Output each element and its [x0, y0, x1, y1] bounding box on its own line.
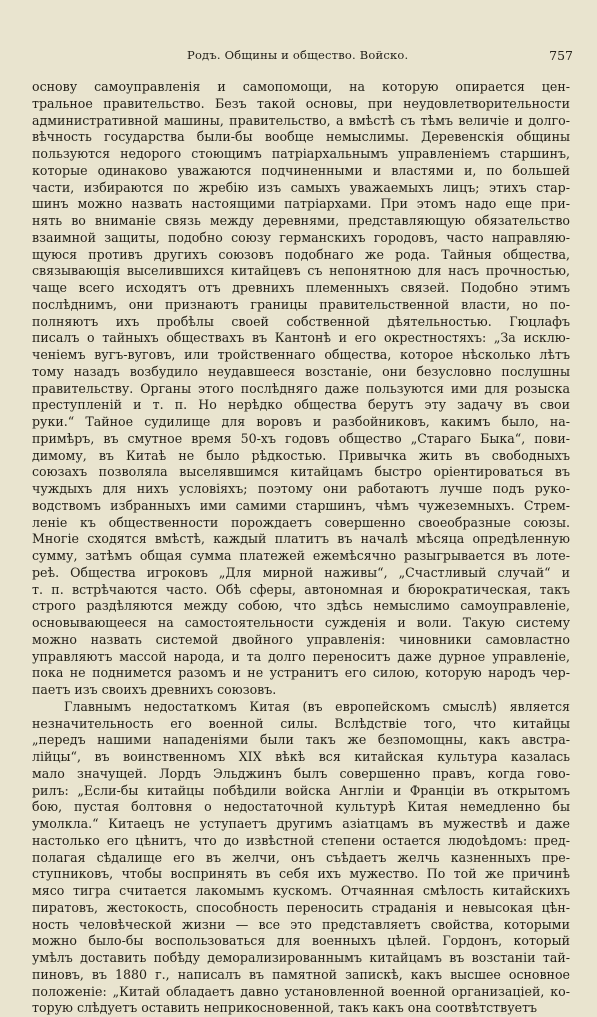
text-line: реѣ. Общества игроковъ „Для мирной наживы“, „Счастливый случай“ и: [32, 564, 570, 580]
text-line: вѣчность государства были-бы вообще немыслимы. Деревенскія общины: [32, 129, 570, 145]
text-line: бою, пустая болтовня о недостаточной культурѣ Китая немедленно бы: [32, 799, 570, 815]
text-line: преступленій и т. п. Но нерѣдко общества берутъ эту задачу въ свои: [32, 397, 570, 413]
running-head: [0, 48, 597, 66]
text-line: примѣръ, въ смутное время 50-хъ годовъ общество „Стараго Быка“, пови-: [32, 430, 570, 446]
text-line: которые одинаково уважаются подчиненными и властями и, по большей: [32, 162, 570, 178]
text-line: Многіе сходятся вмѣстѣ, каждый платитъ въ началѣ мѣсяца опредѣленную: [32, 531, 570, 547]
text-line: тральное правительство. Безъ такой основы, при неудовлетворительности: [32, 95, 570, 111]
page-number: 757: [549, 48, 573, 63]
text-line: Главнымъ недостаткомъ Китая (въ европейскомъ смыслѣ) является: [64, 698, 570, 714]
text-line: пиратовъ, жестокость, способность переносить страданія и невысокая цѣн-: [32, 899, 570, 915]
text-line: связывающія выселившихся китайцевъ съ непонятною для насъ прочностью,: [32, 263, 570, 279]
paragraph: [32, 79, 570, 699]
text-line: руки.“ Тайное судилище для воровъ и разбойниковъ, какимъ было, на-: [32, 414, 570, 429]
text-line: леніе къ общественности порождаетъ совершенно своеобразные союзы.: [32, 514, 570, 530]
text-line: умолкла.“ Китаецъ не уступаетъ другимъ азіатцамъ въ мужествѣ и даже: [32, 816, 570, 831]
text-line: основу самоуправленія и самопомощи, на которую опирается цен-: [32, 79, 570, 94]
text-line: водствомъ избранныхъ ими самими старшинъ, чѣмъ чужеземныхъ. Стрем-: [32, 497, 570, 513]
text-line: послѣднимъ, они признаютъ границы правительственной власти, но по-: [32, 296, 570, 312]
running-title: Родъ. Общины и общество. Войско.: [187, 48, 409, 62]
text-line: нять во вниманіе связь между деревнями, представляющую обязательство: [32, 213, 570, 228]
text-line: административной машины, правительство, а вмѣстѣ съ тѣмъ величіе и долго-: [32, 112, 570, 128]
text-line: ченіемъ вугъ-вуговъ, или тройственнаго общества, которое нѣсколько лѣтъ: [32, 347, 570, 362]
text-line: основывающееся на самостоятельности сужденія и воли. Такую систему: [32, 615, 570, 630]
text-line: паетъ изъ своихъ древнихъ союзовъ.: [32, 682, 277, 697]
text-line: рилъ: „Если-бы китайцы побѣдили войска Англіи и Франціи въ открытомъ: [32, 782, 570, 798]
text-line: щуюся противъ другихъ союзовъ подобнаго же рода. Тайныя общества,: [32, 246, 570, 262]
text-line: строго раздѣляются между собою, что здѣсь немыслимо самоуправленіе,: [32, 598, 570, 614]
text-line: пиновъ, въ 1880 г., написалъ въ памятной запискѣ, какъ высшее основное: [32, 966, 570, 982]
text-line: правительству. Органы этого послѣдняго даже пользуются ими для розыска: [32, 380, 570, 396]
text-line: чаще всего исходятъ отъ древнихъ племенныхъ связей. Подобно этимъ: [32, 280, 570, 295]
text-line: части, избираются по жребію изъ самыхъ уважаемыхъ лицъ; этихъ стар-: [32, 179, 570, 195]
text-line: мясо тигра считается лакомымъ кускомъ. Отчаянная смѣлость китайскихъ: [32, 883, 570, 898]
text-line: сумму, затѣмъ общая сумма платежей ежемѣсячно разыгрывается въ лоте-: [32, 548, 570, 563]
text-line: торую слѣдуетъ оставить неприкосновенной, такъ какъ она соотвѣтствуетъ: [32, 1000, 538, 1016]
text-line: настолько его цѣнитъ, что до извѣстной степени остается людоѣдомъ: пред-: [32, 832, 570, 848]
text-line: ступниковъ, чтобы воспринять въ себя ихъ мужество. По той же причинѣ: [32, 866, 570, 882]
text-line: „передъ нашими нападеніями были такъ же безпомощны, какъ австра-: [32, 732, 570, 748]
text-line: союзахъ позволяла выселявшимся китайцамъ быстро оріентироваться въ: [32, 464, 570, 480]
text-body: [32, 79, 570, 1017]
text-line: шинъ можно назвать настоящими патріархами. При этомъ надо еще при-: [32, 196, 570, 212]
text-line: умѣлъ доставить побѣду деморализированнымъ китайцамъ въ возстаніи тай-: [32, 950, 570, 965]
text-line: полняютъ ихъ пробѣлы своей собственной дѣятельностью. Гюцлафъ: [32, 313, 570, 329]
text-line: незначительность его военной силы. Вслѣдствіе того, что китайцы: [32, 715, 570, 731]
text-line: положеніе: „Китай обладаетъ давно установленной военной организаціей, ко-: [32, 983, 570, 999]
text-line: димому, въ Китаѣ не было рѣдкостью. Привычка жить въ свободныхъ: [32, 447, 570, 463]
paragraph: [32, 699, 570, 1017]
text-line: пользуются недорого стоющимъ патріархальнымъ управленіемъ старшинъ,: [32, 146, 570, 161]
text-line: пока не поднимется разомъ и не устранитъ его силою, которую народъ чер-: [32, 665, 570, 681]
text-line: тому назадъ возбудило неудавшееся возстаніе, они безусловно послушны: [32, 363, 570, 379]
text-line: ность человѣческой жизни — все это представляетъ свойства, которыми: [32, 916, 570, 932]
text-line: чуждыхъ для нихъ условіяхъ; поэтому они работаютъ лучше подъ руко-: [32, 481, 570, 496]
text-line: можно назвать системой двойного управленія: чиновники самовластно: [32, 631, 570, 647]
text-line: писалъ о тайныхъ обществахъ въ Кантонѣ и его окрестностяхъ: „За исклю-: [32, 330, 570, 346]
text-line: управляютъ массой народа, и та долго переноситъ даже дурное управленіе,: [32, 648, 570, 664]
text-line: можно было-бы воспользоваться для военныхъ цѣлей. Гордонъ, который: [32, 933, 570, 949]
text-line: лійцы“, въ воинственномъ XIX вѣкѣ вся китайская культура казалась: [32, 749, 570, 764]
text-line: мало значущей. Лордъ Эльджинъ былъ совершенно правъ, когда гово-: [32, 765, 570, 781]
text-line: взаимной защиты, подобно союзу германскихъ городовъ, часто направляю-: [32, 229, 570, 245]
text-line: т. п. встрѣчаются часто. Обѣ сферы, автономная и бюрократическая, такъ: [32, 581, 570, 597]
text-line: полагая сѣдалище его въ желчи, онъ съѣдаетъ желчь казненныхъ пре-: [32, 849, 570, 865]
